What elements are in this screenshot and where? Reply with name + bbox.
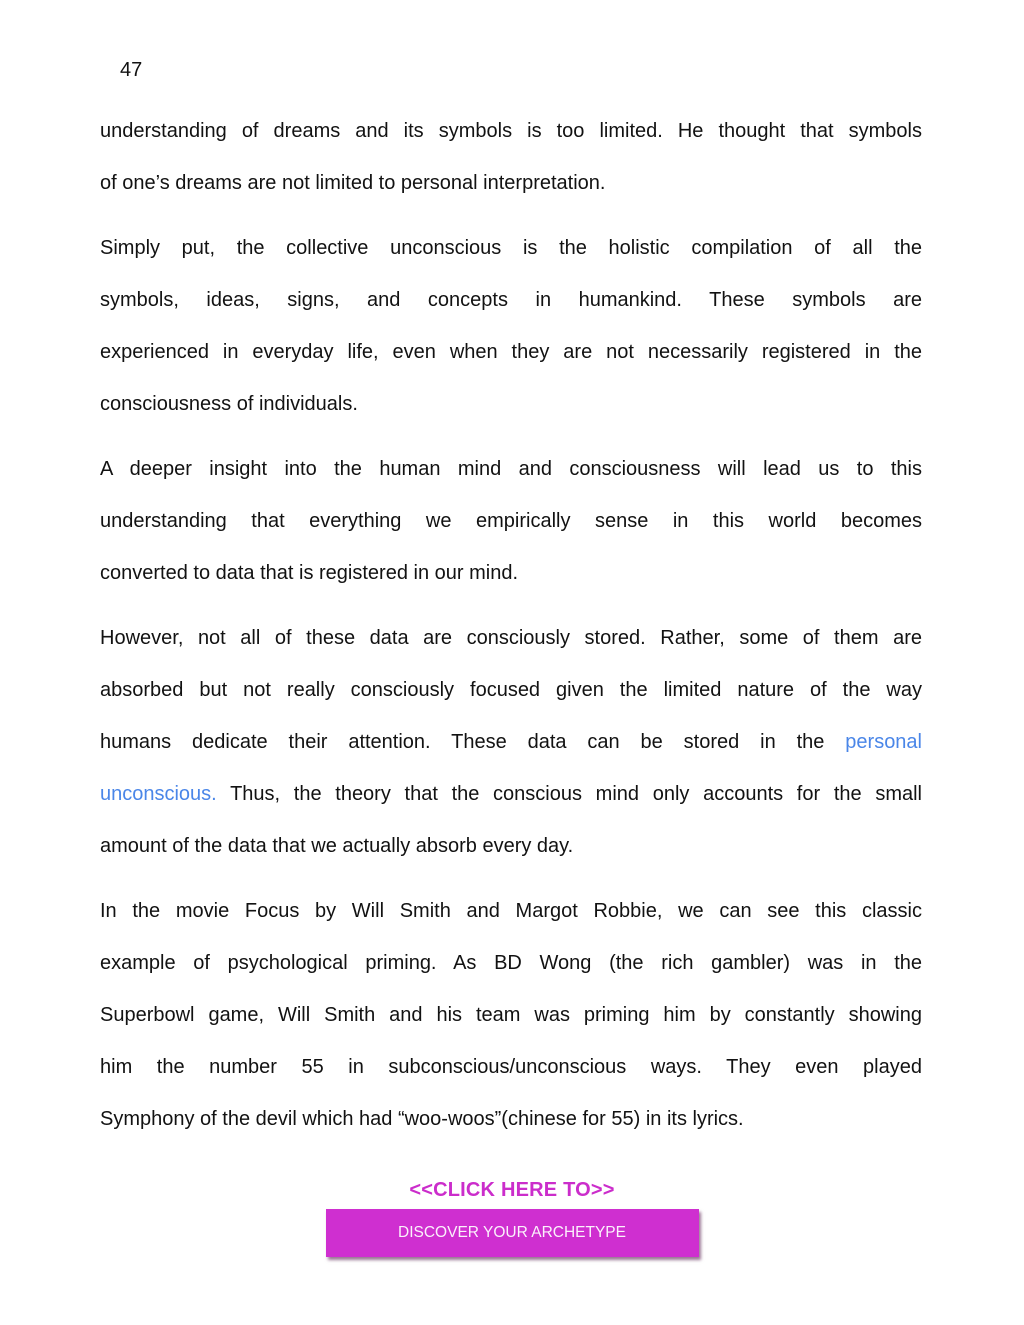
- text-line: amount of the data that we actually absorb every day.: [100, 835, 574, 857]
- text-line: Symphony of the devil which had “woo-woos”(chinese for 55) in its lyrics.: [100, 1108, 744, 1130]
- text-line: absorbed but not really consciously focused given the limited nature of the way: [100, 679, 922, 701]
- text-run: Thus, the theory that the conscious mind only accounts for the small: [216, 783, 922, 805]
- paragraph-5: [100, 885, 922, 1145]
- text-line: understanding of dreams and its symbols is too limited. He thought that symbols: [100, 120, 922, 142]
- text-line: symbols, ideas, signs, and concepts in humankind. These symbols are: [100, 289, 922, 311]
- paragraph-2: [100, 222, 922, 430]
- text-line: him the number 55 in subconscious/unconscious ways. They even played: [100, 1056, 922, 1078]
- text-line: Superbowl game, Will Smith and his team was priming him by constantly showing: [100, 1004, 922, 1026]
- text-line: A deeper insight into the human mind and consciousness will lead us to this: [100, 458, 922, 480]
- text-line: experienced in everyday life, even when they are not necessarily registered in the: [100, 341, 922, 363]
- paragraph-3: [100, 443, 922, 599]
- text-run: humans dedicate their attention. These data can be stored in the: [100, 731, 846, 753]
- paragraph-4: [100, 612, 922, 872]
- discover-archetype-label: DISCOVER YOUR ARCHETYPE: [398, 1224, 626, 1241]
- text-line: converted to data that is registered in our mind.: [100, 562, 519, 584]
- personal-unconscious-link[interactable]: unconscious.: [100, 783, 217, 805]
- text-line: Simply put, the collective unconscious is the holistic compilation of all the: [100, 237, 922, 259]
- personal-unconscious-link[interactable]: personal: [845, 731, 922, 753]
- paragraph-1: [100, 105, 922, 209]
- text-line: of one’s dreams are not limited to personal interpretation.: [100, 172, 606, 194]
- text-line: example of psychological priming. As BD Wong (the rich gambler) was in the: [100, 952, 922, 974]
- click-here-link[interactable]: <<CLICK HERE TO>>: [409, 1179, 615, 1201]
- text-line: However, not all of these data are consciously stored. Rather, some of them are: [100, 627, 922, 649]
- text-line: In the movie Focus by Will Smith and Margot Robbie, we can see this classic: [100, 900, 922, 922]
- text-line: [100, 768, 922, 820]
- text-line: consciousness of individuals.: [100, 393, 358, 415]
- text-line: [100, 716, 922, 768]
- text-line: understanding that everything we empirically sense in this world becomes: [100, 510, 922, 532]
- page-number: 47: [120, 59, 143, 81]
- discover-archetype-button[interactable]: [326, 1209, 699, 1257]
